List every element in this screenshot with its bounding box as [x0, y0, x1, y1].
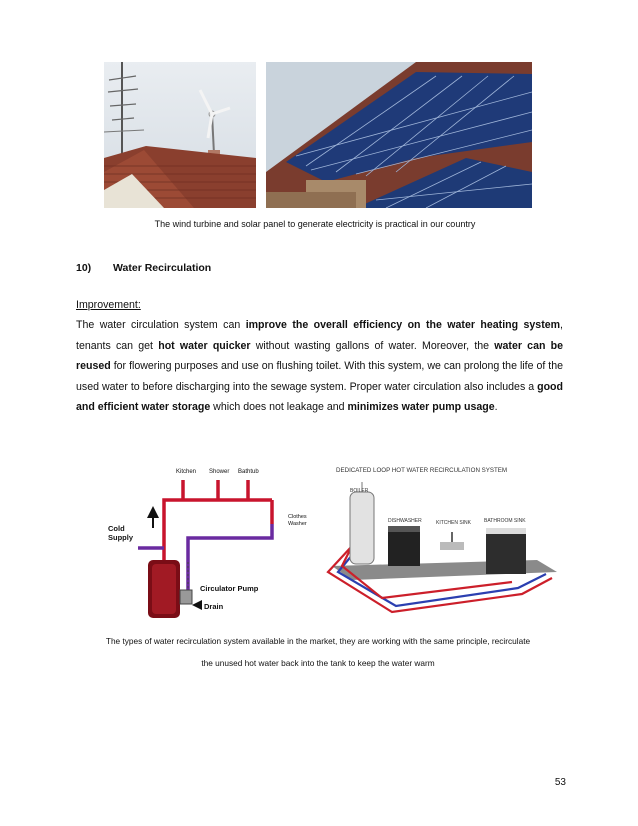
diagram-caption-line1: The types of water recirculation system available in the market, they are working with the same principle, recirculate: [105, 636, 531, 646]
recirculation-diagram-right: [322, 462, 562, 620]
body-text-4: for flowering purposes and use on flushing toilet. With this system, we can prolong the life of the used water to before discharging into the sewage system. Proper water circulation also includes a: [76, 360, 563, 393]
label-drain: Drain: [204, 602, 224, 611]
label-kitchen: Kitchen: [176, 469, 197, 475]
body-bold-2: hot water quicker: [158, 339, 251, 352]
solar-panel-photo: [266, 62, 532, 208]
body-bold-3: water can be reused: [76, 339, 564, 372]
label-bathroom-sink: BATHROOM SINK: [484, 518, 526, 524]
page-number: 53: [554, 777, 566, 788]
wind-turbine-photo: [104, 62, 256, 208]
body-bold-4: good and efficient water storage: [76, 380, 563, 413]
label-shower: Shower: [209, 469, 230, 475]
body-text-3: without wasting gallons of water. Moreover, the: [250, 339, 495, 352]
body-bold-1: improve the overall efficiency on the water heating system: [245, 319, 561, 331]
improvement-label: Improvement:: [76, 299, 141, 311]
label-boiler: BOILER: [350, 488, 369, 494]
diagram-caption-line2: the unused hot water back into the tank to keep the water warm: [201, 658, 435, 668]
body-text-1: The water circulation system can: [76, 319, 246, 331]
body-text-2: , tenants can get: [76, 319, 563, 352]
body-paragraph: [76, 315, 563, 418]
label-kitchen-sink: KITCHEN SINK: [436, 520, 472, 526]
body-bold-5: minimizes water pump usage: [347, 401, 495, 413]
label-bathtub: Bathtub: [238, 469, 259, 475]
label-cold: Cold: [108, 524, 125, 533]
photo-caption: The wind turbine and solar panel to generate electricity is practical in our country: [154, 219, 476, 229]
diagram-right-title: DEDICATED LOOP HOT WATER RECIRCULATION SYSTEM: [336, 467, 508, 474]
label-washer: Washer: [288, 521, 307, 527]
body-text-5: which does not leakage and: [210, 401, 348, 413]
recirculation-diagram-left: [88, 462, 320, 620]
label-dishwasher: DISHWASHER: [388, 518, 422, 524]
body-text-6: .: [494, 401, 498, 413]
label-clothes: Clothes: [288, 514, 307, 520]
label-circulator-pump: Circulator Pump: [200, 584, 259, 593]
label-supply: Supply: [108, 533, 134, 542]
section-title: Water Recirculation: [113, 262, 212, 274]
section-number: 10): [76, 262, 92, 274]
